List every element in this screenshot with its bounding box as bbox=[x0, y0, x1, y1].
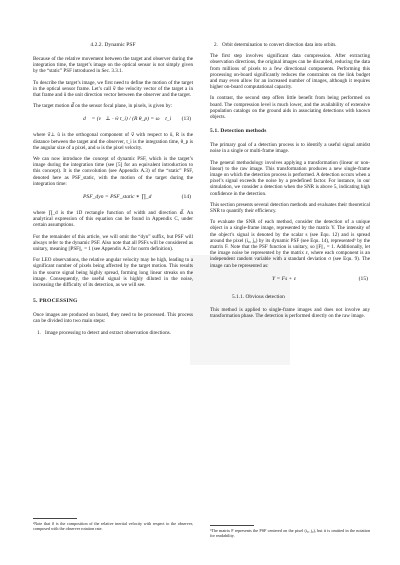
paragraph: For the remainder of this article, we will omit the “dyn” suffix, but PSF will always refer to the dynamic PSF. Also note that all PSFs will be considered as unitary, meaning ||PSF||₁ = 1 (see Appendix A.2 for norm definition). bbox=[33, 233, 193, 253]
footnote: ᵃNote that v⃗ is the composition of the relative inertial velocity with respect to the observer, composed with the observer rotation rate. bbox=[33, 521, 193, 532]
equation-body: PSF_dyn = PSF_static ∗ ∏_d bbox=[83, 194, 152, 201]
equation-body: d⃗ = (v⃗⊥ · ŵ t_i) / (R θ_p) = ω⃗ t_i bbox=[83, 116, 172, 123]
equation-13 bbox=[33, 114, 193, 126]
footnote-rule bbox=[210, 525, 254, 526]
equation-number: (14) bbox=[181, 194, 191, 201]
subsection-heading-detection-methods: 5.1. Detection methods bbox=[210, 128, 267, 135]
paragraph: The first step involves significant data compression. After extracting observation directions, the original images can be discarded, reducing the data from millions of pixels to a few directional components. Performing this processing on-board significantly reduces the constraints on the link budget and may even allow for an increased number of images, although it requires higher on-board computational capacity. bbox=[210, 53, 370, 91]
paragraph: Because of the relative movement between the target and observer during the integration time, the target’s image on the optical sensor is not simply given by the “static” PSF introduced in Sec. 3.3.1. bbox=[33, 56, 193, 75]
subsubsection-heading-obvious-detection: 5.1.1. Obvious detection bbox=[232, 293, 285, 300]
paragraph: where v⃗⊥ û is the orthogonal component of v⃗ with respect to û, R is the distance between the target and the observer, t_i is the integration time, θ_p is the angular size of a pixel, and ω is the pixel velocity. bbox=[33, 132, 193, 151]
paragraph: This section presents several detection methods and evaluates their theoretical SNR to quantify their efficiency. bbox=[210, 201, 370, 215]
paragraph: In contrast, the second step offers little benefit from being performed on board. The compression level is much lower, and the availability of extensive population catalogs on the ground aids in associating detections with known objects. bbox=[210, 95, 370, 121]
paragraph: To describe the target’s image, we first need to define the motion of the target in the optical sensor frame. Let’s call v⃗ the velocity vector of the target a in that frame and û the unit direction vector between the observer and the target. bbox=[33, 79, 193, 99]
paragraph: This method is applied to single-frame images and does not involve any transformation phase. The detection is performed directly on the raw image. bbox=[210, 306, 370, 320]
paragraph: The general methodology involves applying a transformation (linear or non-linear) to the raw image. This transformation produces a new single-frame image on which the detection process is performed. A detection occurs when a pixel’s signal exceeds the noise by a predefined factor. For instance, in our simulation, we consider a detection when the SNR is above 5, indicating high confidence in the detection. bbox=[210, 159, 370, 197]
list-item bbox=[33, 330, 193, 336]
footnote-rule bbox=[33, 518, 77, 519]
list-item-text: Image processing to detect and extract observation directions. bbox=[45, 329, 171, 336]
right-column bbox=[210, 42, 370, 324]
equation-number: (13) bbox=[181, 116, 191, 123]
paragraph: To evaluate the SNR of each method, consider the detection of a unique object in a single-frame image, represented by the matrix Y. The intensity of the object’s signal is denoted by the scalar s (see Equ. 12) and is spread around the pixel (i₀, j₀) by its dynamic PSF (see Equ. 14), representedᵇ by the matrix F. Note that the PSF function is unitary, so ||F||₁ = 1. Additionally, let the image noise be represented by the matrix ε, where each component is an independent random variable with a standard deviation σ (see Equ. 9). The image can be represented as: bbox=[210, 219, 370, 269]
paragraph: We can now introduce the concept of dynamic PSF, which is the target’s image during the integration time (see [5] for an equivalent introduction to this concept). It is the convolution (see Appendix A.3) of the “static” PSF, denoted here as PSF_static, with the motion of the target during the integration time: bbox=[33, 156, 193, 187]
section-heading-processing: 5. PROCESSING bbox=[33, 298, 78, 305]
paragraph: For LEO observations, the relative angular velocity may be high, leading to a significant number of pixels being affected by the target motion. This results in the source signal being highly spread, forming long linear streaks on the image. Consequently, the useful signal is highly diluted in the noise, increasing the difficulty of its detection, as we will see. bbox=[33, 257, 193, 289]
list-item bbox=[210, 42, 370, 48]
equation-15 bbox=[210, 274, 370, 286]
paragraph: where ∏_d is the 1D rectangle function of width and direction d⃗. An analytical expression of this equation can be found in Appendix C, under certain assumptions. bbox=[33, 210, 193, 229]
equation-number: (15) bbox=[358, 275, 368, 282]
left-column bbox=[33, 42, 193, 341]
equation-14 bbox=[33, 192, 193, 204]
list-item-number: 1. bbox=[37, 329, 41, 336]
footnote: ᵇThe matrix F represents the PSF centered on the pixel (i₀, j₀), but it is omitted in the notation for readability. bbox=[210, 528, 370, 539]
list-item-text: Orbit determination to convert direction data into orbits. bbox=[222, 42, 337, 48]
subsection-heading-dynamic-psf: 4.2.2. Dynamic PSF bbox=[90, 42, 136, 48]
paragraph: The primary goal of a detection process is to identify a useful signal amidst noise in a single or multi-frame image. bbox=[210, 142, 370, 155]
paragraph: The target motion d⃗ on the sensor focal plane, in pixels, is given by: bbox=[33, 103, 173, 110]
paragraph: Once images are produced on board, they need to be processed. This process can be divided into two main steps: bbox=[33, 312, 193, 325]
list-item-number: 2. bbox=[214, 42, 218, 48]
equation-body: Y = Fs + ε bbox=[272, 275, 297, 282]
